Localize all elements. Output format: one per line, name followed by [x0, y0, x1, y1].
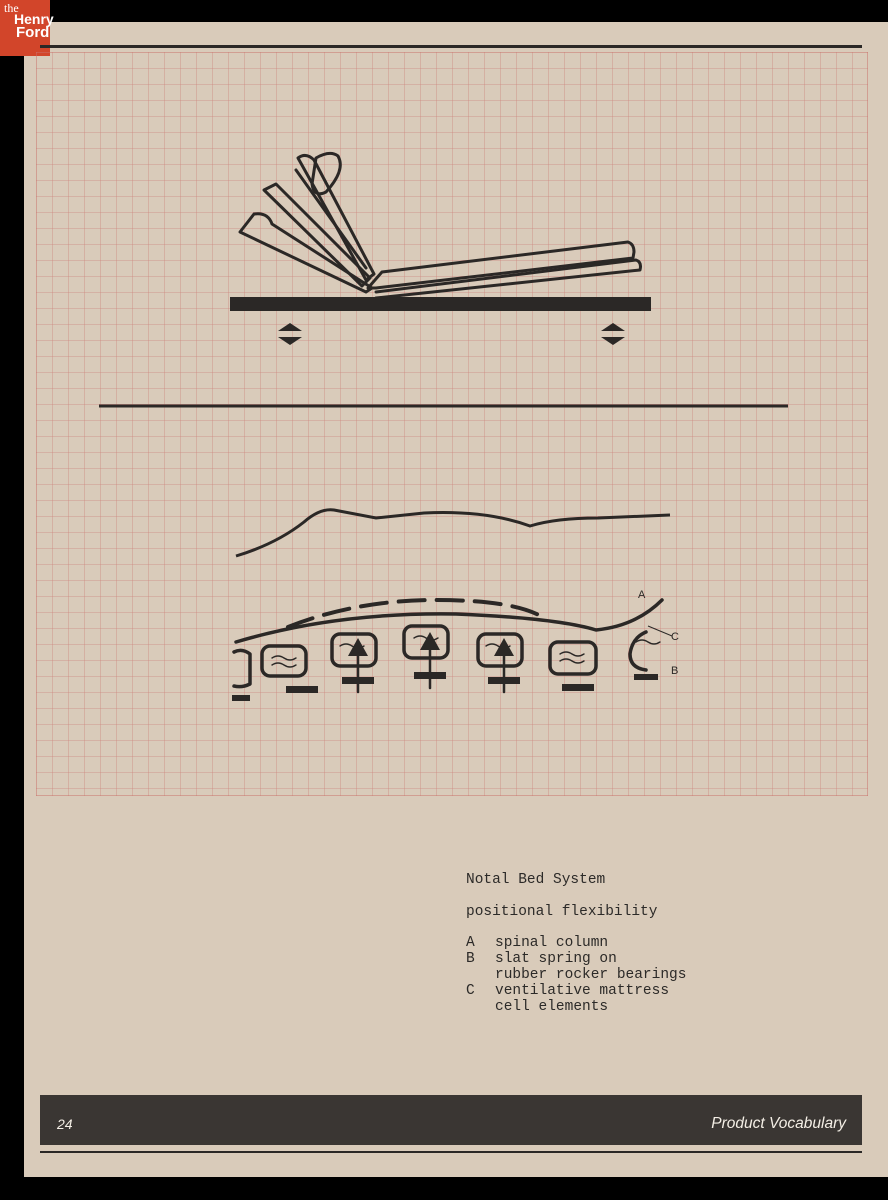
bottom-rule [40, 1151, 862, 1153]
grid-background [36, 52, 868, 796]
logo-line-the: the [4, 1, 19, 15]
caption-title: Notal Bed System [466, 872, 606, 888]
caption-item [466, 951, 686, 967]
caption-item-text: rubber rocker bearings [495, 967, 687, 983]
caption-item-continuation [466, 999, 686, 1015]
bed-base-platform [230, 297, 651, 311]
page-number: 24 [57, 1116, 73, 1132]
label-c: C [671, 631, 679, 643]
grid-drawing [36, 52, 868, 796]
caption-item-text: slat spring on [495, 951, 617, 967]
caption-item-key: C [466, 983, 475, 999]
caption-item-key: B [466, 951, 475, 967]
caption-item-key: A [466, 935, 475, 951]
footer-bar [40, 1095, 862, 1145]
caption-item [466, 935, 686, 951]
label-b: B [671, 665, 679, 677]
figure-caption [466, 872, 686, 1015]
caption-item [466, 983, 686, 999]
top-rule [40, 45, 862, 48]
caption-subtitle: positional flexibility [466, 904, 658, 920]
label-a: A [638, 589, 646, 601]
caption-item-continuation [466, 967, 686, 983]
caption-item-text: cell elements [495, 999, 609, 1015]
logo-line-henry: Henry [14, 11, 54, 27]
figure-grid [36, 52, 868, 796]
caption-item-text: spinal column [495, 935, 609, 951]
section-title: Product Vocabulary [711, 1115, 846, 1132]
caption-item-text: ventilative mattress [495, 983, 670, 999]
logo-line-ford: Ford [16, 24, 50, 41]
